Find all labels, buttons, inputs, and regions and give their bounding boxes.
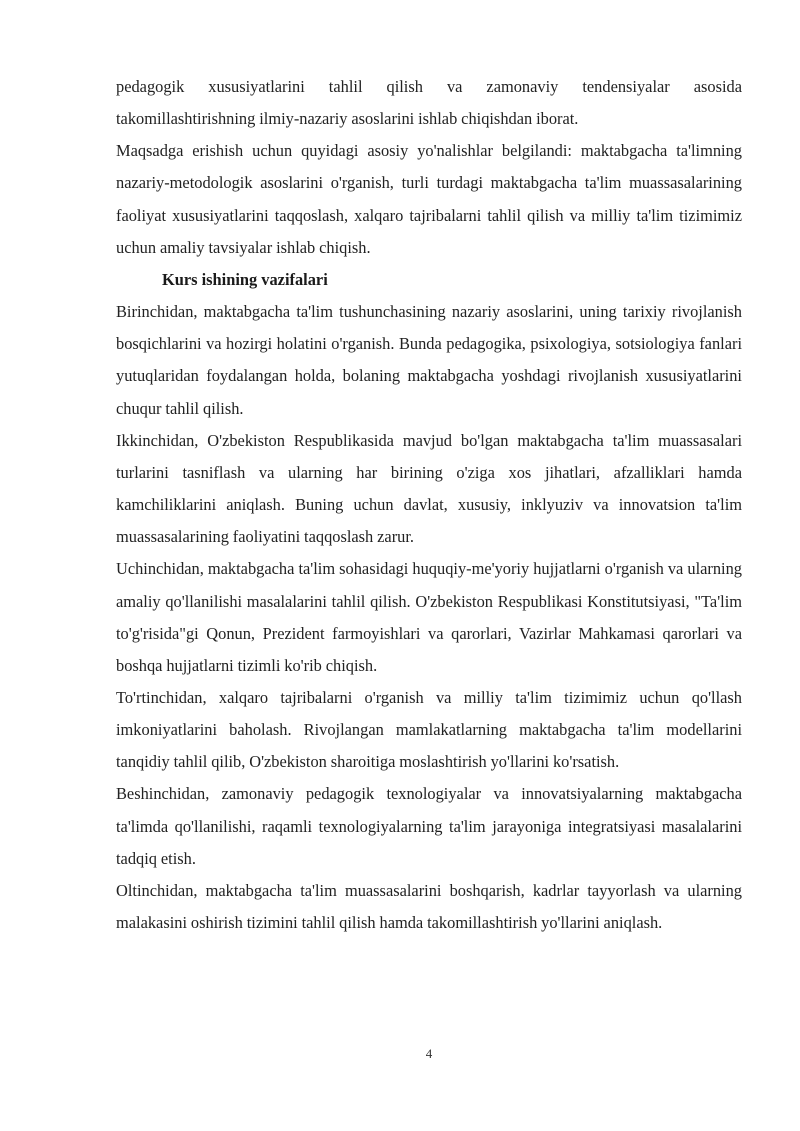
- paragraph-task-5: Beshinchidan, zamonaviy pedagogik texnologiyalar va innovatsiyalarning maktabgacha ta'limda qo'llanilishi, raqamli texnologiyalarning ta'lim jarayoniga integratsiyasi masalalarini tadqiq etish.: [116, 784, 742, 868]
- page-number: 4: [425, 1046, 433, 1061]
- paragraph-task-2: Ikkinchidan, O'zbekiston Respublikasida mavjud bo'lgan maktabgacha ta'lim muassasalari turlarini tasniflash va ularning har birining o'ziga xos jihatlari, afzalliklari hamda kamchiliklarini aniqlash. Buning uchun davlat, xususiy, inklyuziv va innovatsion ta'lim muassasalarining faoliyatini taqqoslash zarur.: [116, 430, 742, 547]
- paragraph-task-1: Birinchidan, maktabgacha ta'lim tushunchasining nazariy asoslarini, uning tarixiy rivojlanish bosqichlarini va hozirgi holatini o'rganish. Bunda pedagogika, psixologiya, sotsiologiya fanlari yutuqlaridan foydalangan holda, bolaning maktabgacha yoshdagi rivojlanish xususiyatlarini chuqur tahlil qilish.: [116, 302, 742, 418]
- section-heading: Kurs ishining vazifalari: [162, 269, 328, 289]
- paragraph-goal: Maqsadga erishish uchun quyidagi asosiy yo'nalishlar belgilandi: maktabgacha ta'limning nazariy-metodologik asoslarini o'rganish, turli turdagi maktabgacha ta'lim muassasalarining faoliyat xususiyatlarini taqqoslash, xalqaro tajribalarni tahlil qilish va milliy ta'lim tizimimiz uchun amaliy tavsiyalar ishlab chiqish.: [116, 141, 742, 257]
- paragraph-task-4: To'rtinchidan, xalqaro tajribalarni o'rganish va milliy ta'lim tizimimiz uchun qo'llash imkoniyatlarini baholash. Rivojlangan mamlakatlarning maktabgacha ta'lim modellarini tanqidiy tahlil qilib, O'zbekiston sharoitiga moslashtirish yo'llarini ko'rsatish.: [116, 687, 742, 772]
- page-body: [116, 71, 742, 939]
- paragraph-task-6: Oltinchidan, maktabgacha ta'lim muassasalarini boshqarish, kadrlar tayyorlash va ularning malakasini oshirish tizimini tahlil qilish hamda takomillashtirish yo'llarini aniqlash.: [116, 880, 742, 933]
- paragraph-intro-continuation: pedagogik xususiyatlarini tahlil qilish va zamonaviy tendensiyalar asosida takomillashtirishning ilmiy-nazariy asoslarini ishlab chiqishdan iborat.: [116, 77, 742, 129]
- paragraph-task-3: Uchinchidan, maktabgacha ta'lim sohasidagi huquqiy-me'yoriy hujjatlarni o'rganish va ularning amaliy qo'llanilishi masalalarini tahlil qilish. O'zbekiston Respublikasi Konstitutsiyasi, "Ta'lim to'g'risida"gi Qonun, Prezident farmoyishlari va qarorlari, Vazirlar Mahkamasi qarorlari va boshqa hujjatlarni tizimli ko'rib chiqish.: [116, 559, 742, 675]
